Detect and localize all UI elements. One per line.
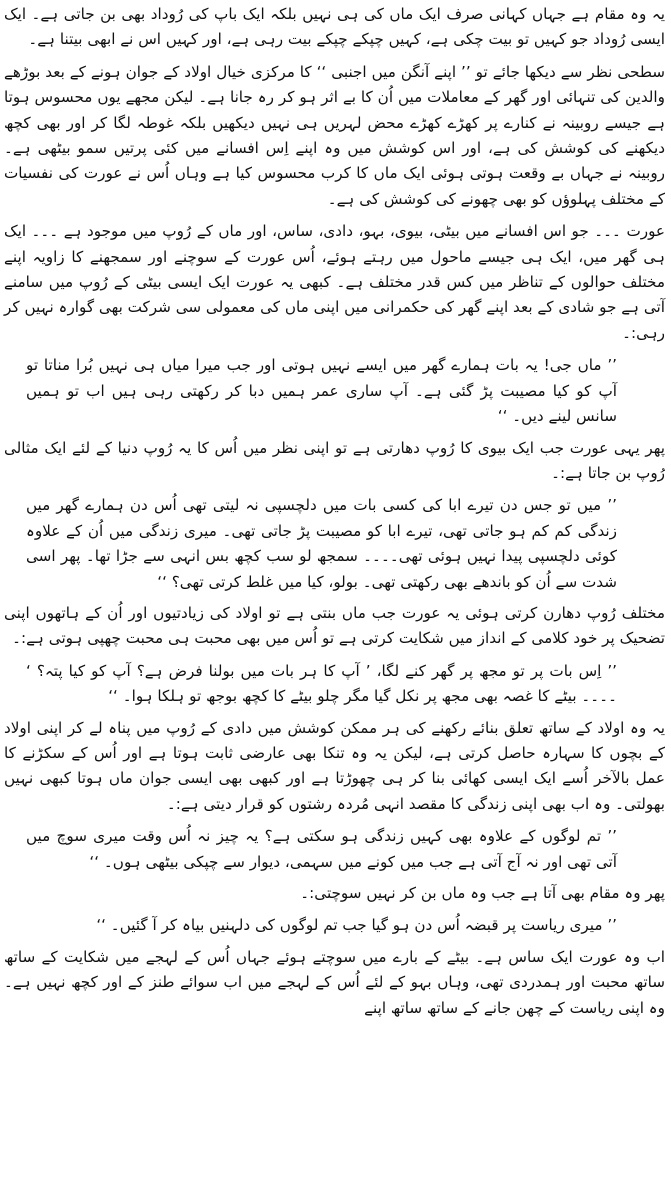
paragraph-not-mother: پھر وہ مقام بھی آتا ہے جب وہ ماں بن کر نہیں سوچتی:۔	[300, 884, 665, 902]
paragraph-grandmother: یہ وہ اولاد کے ساتھ تعلق بنائے رکھنے کی ہر ممکن کوشش میں دادی کے رُوپ میں پناہ لے کر اپنی اولاد کے بچوں کا سہارہ حاصل کرتی ہے، لیکن یہ وہ تنکا بھی عارضی ثابت ہوتا ہے اور اُس کے سکڑنے کا عمل بالآخر اُسے ایک ایسی کھائی بنا کر ہی چھوڑتا ہے اور کبھی بھی ایسی جوان ماں ہوتا کبھی نہیں بھولتی۔ وہ اب بھی اپنی زندگی کا مقصد انہی مُردہ رشتوں کو قرار دیتی ہے:۔	[4, 718, 665, 813]
quote-mother: ’’ اِس بات پر تو مجھ پر گھر کنے لگا، ’ آپ کا ہر بات میں بولنا فرض ہے؟ آپ کو کیا پتہ؟ ‘ ۔۔۔۔ بیٹے کا غصہ بھی مجھ پر نکل گیا مگر چلو بیٹے کا کچھ بوجھ تو ہلکا ہوا۔ ‘‘	[26, 661, 617, 706]
quote-daughter: ’’ ماں جی! یہ بات ہمارے گھر میں ایسے نہیں ہوتی اور جب میرا میاں ہی نہیں بُرا مناتا تو آپ کو کیا مصیبت پڑ گئی ہے۔ آپ ساری عمر ہمیں دبا کر رکھتی رہی ہیں اب تو ہمیں سانس لینے دیں۔ ‘‘	[26, 356, 617, 426]
quote-kingdom: ’’ میری ریاست پر قبضہ اُس دن ہو گیا جب تم لوگوں کی دلہنیں بیاہ کر آ گئیں۔ ‘‘	[96, 916, 617, 935]
quote-wife: ’’ میں تو جس دن تیرے ابا کی کسی بات میں دلچسپی نہ لیتی تھی اُس دن ہمارے گھر میں زندگی کم کم ہو جاتی تھی، تیرے ابا کو مصیبت پڑ جاتی تھی۔ میری زندگی میں اُن کے علاوہ کوئی دلچسپی پیدا نہیں ہوئی تھی۔۔۔۔ سمجھ لو سب کچھ بس انہی سے جڑا تھا۔ پھر اسی شدت سے اُن کو باندھے بھی رکھتی تھی۔ بولو، کیا میں غلط کرتی تھی؟ ‘‘	[26, 496, 617, 591]
paragraph-wife: پھر یہی عورت جب ایک بیوی کا رُوپ دھارتی ہے تو اپنی نظر میں اُس کا یہ رُوپ دنیا کے لئے ایک مثالی رُوپ بن جاتا ہے:۔	[4, 438, 665, 482]
paragraph-mother-in-law: اب وہ عورت ایک ساس ہے۔ بیٹے کے بارے میں سوچتے ہوئے جہاں اُس کے لہجے میں شکایت کے ساتھ ساتھ محبت اور ہمدردی تھی، وہاں بہو کے لئے اُس کے لہجے میں اب سوائے طنز کے اور کچھ نہیں ہے۔ وہ اپنی ریاست کے چھن جانے کے ساتھ ساتھ اپنے	[4, 947, 665, 1017]
paragraph-theme: سطحی نظر سے دیکھا جائے تو ’’ اپنے آنگن میں اجنبی ‘‘ کا مرکزی خیال اولاد کے جوان ہونے کے بعد بوڑھے والدین کی تنہائی اور گھر کے معاملات میں اُن کا بے اثر ہو کر رہ جانا ہے۔ لیکن مجھے یوں محسوس ہوتا ہے جیسے روبینہ نے کنارے پر کھڑے کھڑے محض لہریں ہی نہیں دیکھیں بلکہ غوطہ لگا کر اور بھی کچھ دیکھنے کی کوشش کی ہے، اور اس کوشش میں وہ اپنے اِس افسانے میں کئی پرتیں سمو بیٹھی ہے۔ روبینہ نے جہاں بے وقعت ہوتی ہوئی ایک ماں کا کرب محسوس کیا ہے وہاں اُس نے عورت کی نفسیات کے مختلف پہلوؤں کو بھی چھونے کی کوشش کی ہے۔	[4, 62, 665, 208]
quote-grandmother: ’’ تم لوگوں کے علاوہ بھی کہیں زندگی ہو سکتی ہے؟ یہ چیز نہ اُس وقت میری سوچ میں آتی تھی اور نہ آج آتی ہے جب میں کونے میں سہمی، دیوار سے چپکی بیٹھی ہوں۔ ‘‘	[26, 827, 617, 871]
paragraph-woman-roles: عورت ۔۔۔ جو اس افسانے میں بیٹی، بیوی، بہو، دادی، ساس، اور ماں کے رُوپ میں موجود ہے ۔۔۔ ایک ہی گھر میں، ایک ہی جیسے ماحول میں رہتے ہوئے، اُس عورت کے سوچنے اور سمجھنے کا زاویہ اپنے مختلف حوالوں کے تناظر میں کس قدر مختلف ہے۔ کبھی یہ عورت ایک ایسی بیٹی کے رُوپ میں سامنے آتی ہے جو شادی کے بعد اپنے گھر کی حکمرانی میں اپنی ماں کی معمولی سی شرکت بھی گوارہ نہیں کر رہی:۔	[4, 222, 665, 342]
paragraph-mother: مختلف رُوپ دھارن کرتی ہوئی یہ عورت جب ماں بنتی ہے تو اولاد کی زیادتیوں اور اُن کے ہاتھوں اپنی تضحیک پر خود کلامی کے انداز میں شکایت کرتی ہے تو اُس میں بھی محبت ہی محبت چھپی ہوتی ہے:۔	[4, 603, 665, 648]
paragraph-intro: یہ وہ مقام ہے جہاں کہانی صرف ایک ماں کی ہی نہیں بلکہ ایک باپ کی رُوداد بھی بن جاتی ہے۔ ایک ایسی رُوداد جو کہیں تو بیت چکی ہے، کہیں چپکے چپکے بیت رہی ہے، اور کہیں اس نے ابھی بیتنا ہے۔	[4, 5, 665, 49]
